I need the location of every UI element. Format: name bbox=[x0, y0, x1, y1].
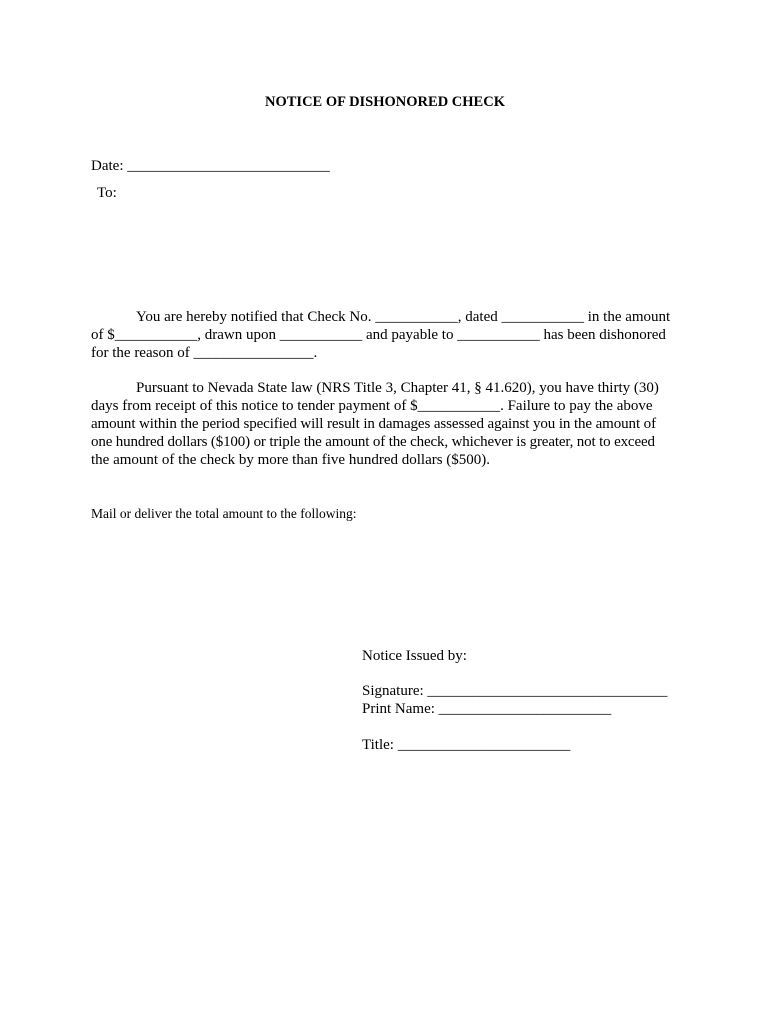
nevada-law-paragraph bbox=[91, 379, 680, 469]
notice-issued-by-label: Notice Issued by: bbox=[362, 648, 467, 664]
paragraph-line: for the reason of ________________. bbox=[91, 345, 318, 361]
mail-instruction: Mail or deliver the total amount to the following: bbox=[91, 506, 357, 521]
to-label: To: bbox=[97, 185, 117, 201]
signature-field: Signature: ________________________________ bbox=[362, 683, 668, 699]
paragraph-line: one hundred dollars ($100) or triple the amount of the check, whichever is greater, not to exceed bbox=[91, 434, 655, 450]
paragraph-line: amount within the period specified will result in damages assessed against you in the amount of bbox=[91, 416, 656, 432]
document-title: NOTICE OF DISHONORED CHECK bbox=[265, 94, 505, 110]
date-line: Date: ___________________________ bbox=[91, 158, 330, 174]
notification-paragraph bbox=[91, 308, 680, 362]
paragraph-line: Pursuant to Nevada State law (NRS Title 3, Chapter 41, § 41.620), you have thirty (30) bbox=[136, 380, 659, 396]
title-field: Title: _______________________ bbox=[362, 737, 571, 753]
paragraph-line: days from receipt of this notice to tender payment of $___________. Failure to pay the above bbox=[91, 398, 653, 414]
paragraph-line: You are hereby notified that Check No. ___________, dated ___________ in the amount bbox=[136, 309, 671, 325]
paragraph-line: of $___________, drawn upon ___________ and payable to ___________ has been dishonored bbox=[91, 327, 666, 343]
paragraph-line: the amount of the check by more than five hundred dollars ($500). bbox=[91, 452, 491, 468]
print-name-field: Print Name: _______________________ bbox=[362, 701, 612, 717]
